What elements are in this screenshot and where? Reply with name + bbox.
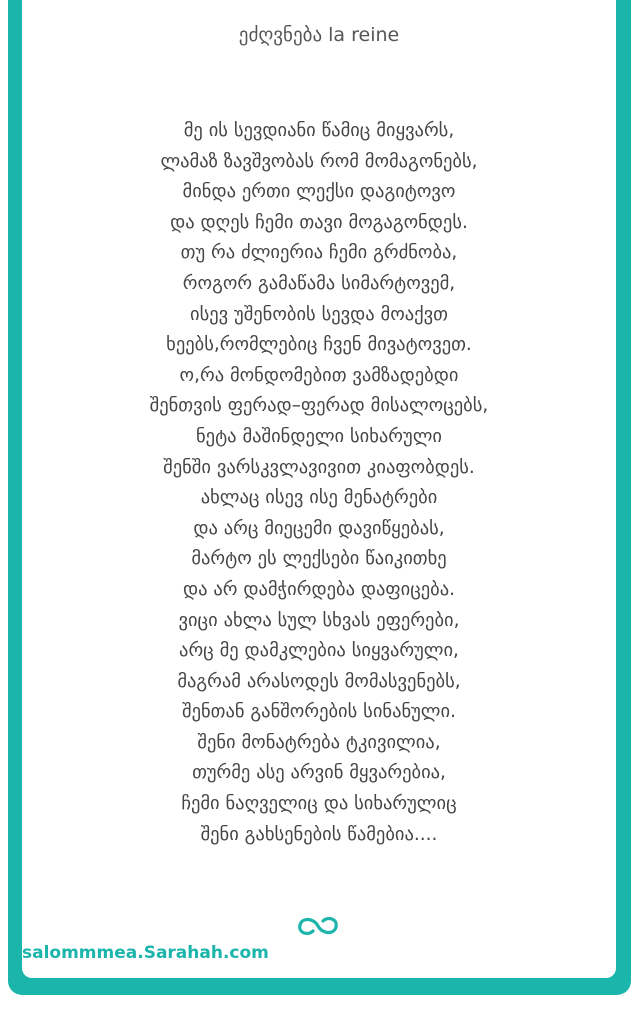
card-title: ეძღვნება la reine	[238, 24, 400, 46]
poem-line: ლამაზ ზავშვობას რომ მომაგონებს,	[160, 150, 478, 172]
poem-line: ნეტა მაშინდელი სიხარული	[196, 425, 442, 447]
poem-line: თუ რა ძლიერია ჩემი გრძნობა,	[180, 242, 458, 264]
poem-line: და დღეს ჩემი თავი მოგაგონდეს.	[170, 211, 468, 233]
poem-line: როგორ გამაწამა სიმარტოვემ,	[182, 272, 456, 294]
poem-line: ხეებს,რომლებიც ჩვენ მივატოვეთ.	[166, 334, 472, 356]
poem-line: ო,რა მონდომებით ვამზადებდი	[179, 364, 459, 386]
site-url[interactable]: salommmea.Sarahah.com	[22, 943, 269, 963]
poem-line: შენი მონატრება ტკივილია,	[197, 731, 441, 753]
poem-line: შენთვის ფერად–ფერად მისალოცებს,	[149, 395, 489, 417]
message-card	[22, 0, 616, 978]
infinity-loop-icon	[294, 912, 342, 940]
poem-line: ისევ უშენობის სევდა მოაქვთ	[190, 303, 448, 325]
poem-line: და არ დამჭირდება დაფიცება.	[182, 578, 456, 600]
poem-line: თურმე ასე არვინ მყვარებია,	[192, 762, 446, 784]
poem-line: შენში ვარსკვლავივით კიაფობდეს.	[163, 456, 475, 478]
poem-line: მე ის სევდიანი წამიც მიყვარს,	[183, 120, 455, 141]
poem-line: მაგრამ არასოდეს მომასვენებს,	[177, 670, 461, 692]
poem-text	[22, 116, 616, 850]
poem-line: მინდა ერთი ლექსი დაგიტოვო	[182, 181, 456, 203]
poem-line: და არც მიეცემი დავიწყებას,	[193, 517, 445, 539]
poem-line: არც მე დამკლებია სიყვარული,	[179, 640, 459, 662]
poem-line: ვიცი ახლა სულ სხვას ეფერები,	[178, 609, 460, 631]
poem-line: ახლაც ისევ ისე მენატრები	[200, 487, 438, 509]
poem-line: ჩემი ნაღველიც და სიხარულიც	[181, 793, 457, 815]
poem-line: შენთან განშორების სინანული.	[182, 701, 456, 723]
poem-line: მარტო ეს ლექსები წაიკითხე	[191, 548, 447, 570]
poem-line: შენი გახსენების წამებია....	[200, 823, 438, 845]
